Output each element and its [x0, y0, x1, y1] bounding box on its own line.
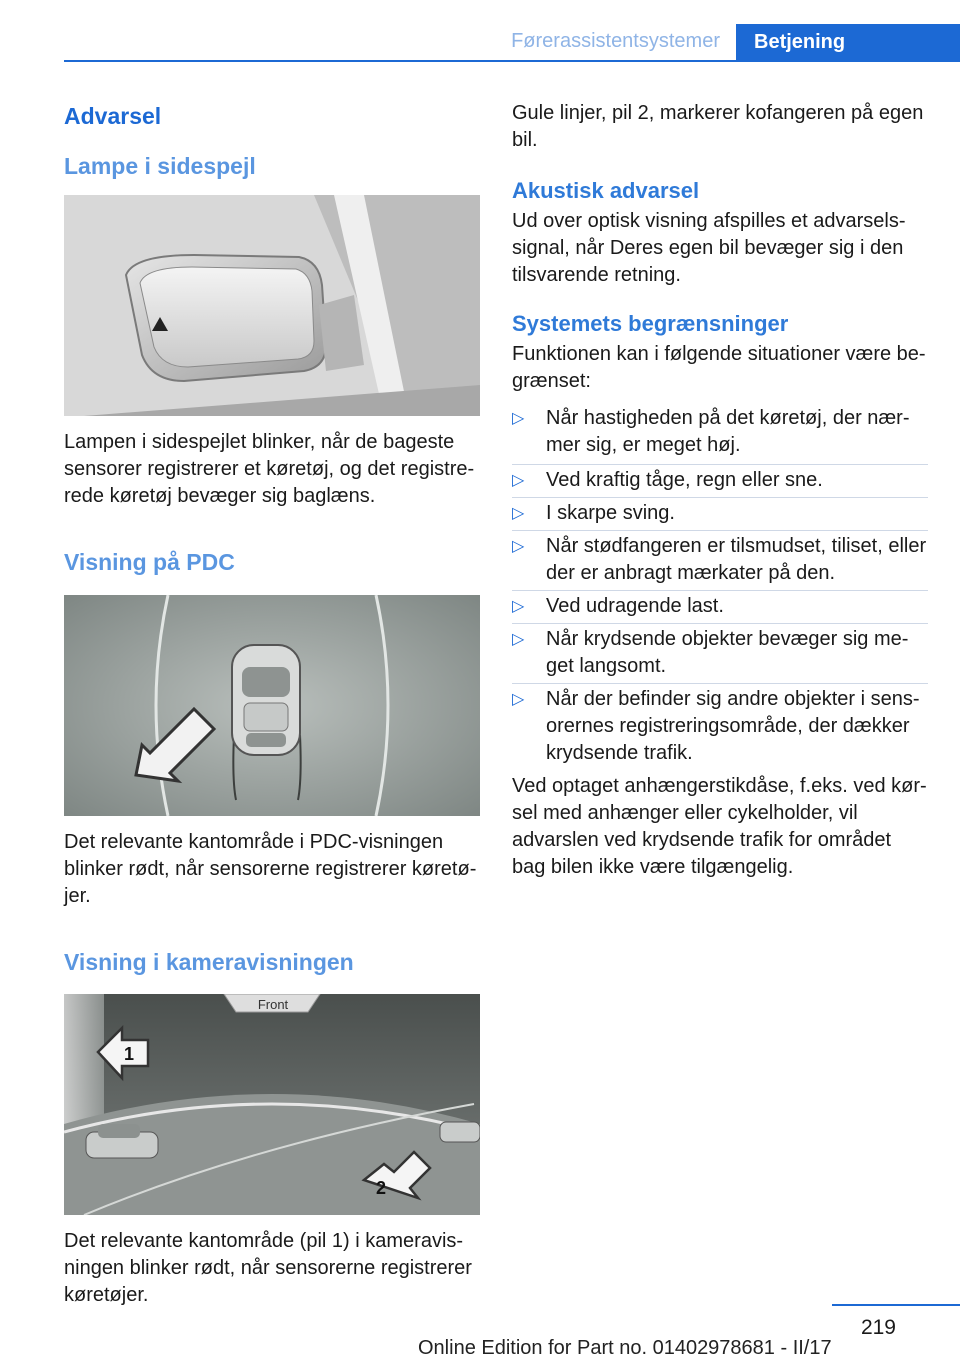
footer-edition: Online Edition for Part no. 01402978681 - II/17 [418, 1337, 832, 1359]
list-item: ▷ Når stødfangeren er tilsmudset, tiliset, eller der er anbragt mærkater på den. [512, 533, 928, 587]
header-chapter-tab: Betjening [736, 24, 960, 62]
footer-rule [832, 1304, 960, 1306]
triangle-bullet-icon: ▷ [512, 505, 525, 522]
page-number: 219 [860, 1316, 896, 1339]
paragraph-begraensninger: Funktionen kan i følgende situationer være begrænset: [512, 343, 926, 392]
header-section-title: Førerassistentsystemer [511, 30, 720, 52]
triangle-bullet-icon: ▷ [512, 631, 525, 648]
arrow-2-label: 2 [376, 1178, 387, 1198]
paragraph-gule-linjer: Gule linjer, pil 2, markerer kofangeren på egen bil. [512, 102, 924, 151]
paragraph-kamera: Det relevante kantområde (pil 1) i kameravisningen blinker rødt, når sensorerne registrerer køretøjer. [64, 1230, 472, 1306]
heading-advarsel: Advarsel [64, 103, 162, 129]
own-car-icon [232, 645, 300, 755]
front-label: Front [257, 997, 289, 1012]
triangle-bullet-icon: ▷ [512, 598, 525, 615]
heading-lampe-i-sidespejl: Lampe i sidespejl [64, 153, 256, 179]
list-item: ▷ Når der befinder sig andre objekter i sensorernes registreringsområde, der dækker krydsende trafik. [512, 686, 928, 767]
paragraph-anhaenger: Ved optaget anhængerstikdåse, f.eks. ved kørsel med anhænger eller cykelholder, vil advarslen ved krydsende trafik for området bag bilen ikke være tilgængelig. [512, 775, 927, 878]
paragraph-lampe: Lampen i sidespejlet blinker, når de bageste sensorer registrerer et køretøj, og det registrerede køretøj bevæger sig baglæns. [64, 431, 475, 507]
triangle-bullet-icon: ▷ [512, 472, 525, 489]
left-column [64, 100, 480, 1309]
paragraph-pdc: Det relevante kantområde i PDC-visningen blinker rødt, når sensorerne registrerer køretøjer. [64, 831, 477, 907]
side-mirror-figure [64, 195, 480, 416]
heading-systemets-begraensninger: Systemets begrænsninger [512, 311, 789, 336]
list-item: ▷ Når krydsende objekter bevæger sig meget langsomt. [512, 626, 928, 680]
triangle-bullet-icon: ▷ [512, 538, 525, 555]
arrow-1-label: 1 [124, 1044, 135, 1064]
limitations-list [512, 405, 928, 767]
camera-view-figure [64, 994, 480, 1215]
paragraph-akustisk: Ud over optisk visning afspilles et advarselssignal, når Deres egen bil bevæger sig i den tilsvarende retning. [512, 210, 906, 286]
triangle-bullet-icon: ▷ [512, 410, 525, 427]
pdc-display-figure [64, 595, 480, 816]
list-item: ▷ Ved udragende last. [512, 593, 928, 620]
other-car-right-icon [440, 1122, 480, 1142]
list-item: ▷ Når hastigheden på det køretøj, der nærmer sig, er meget høj. [512, 407, 910, 456]
heading-visning-kamera: Visning i kameravisningen [64, 949, 354, 975]
heading-visning-pdc: Visning på PDC [64, 549, 235, 575]
list-item: ▷ Ved kraftig tåge, regn eller sne. [512, 467, 928, 494]
right-column [512, 100, 928, 881]
page-header [0, 24, 960, 62]
triangle-bullet-icon: ▷ [512, 691, 525, 708]
heading-akustisk-advarsel: Akustisk advarsel [512, 178, 700, 203]
list-item: ▷ I skarpe sving. [512, 500, 928, 527]
